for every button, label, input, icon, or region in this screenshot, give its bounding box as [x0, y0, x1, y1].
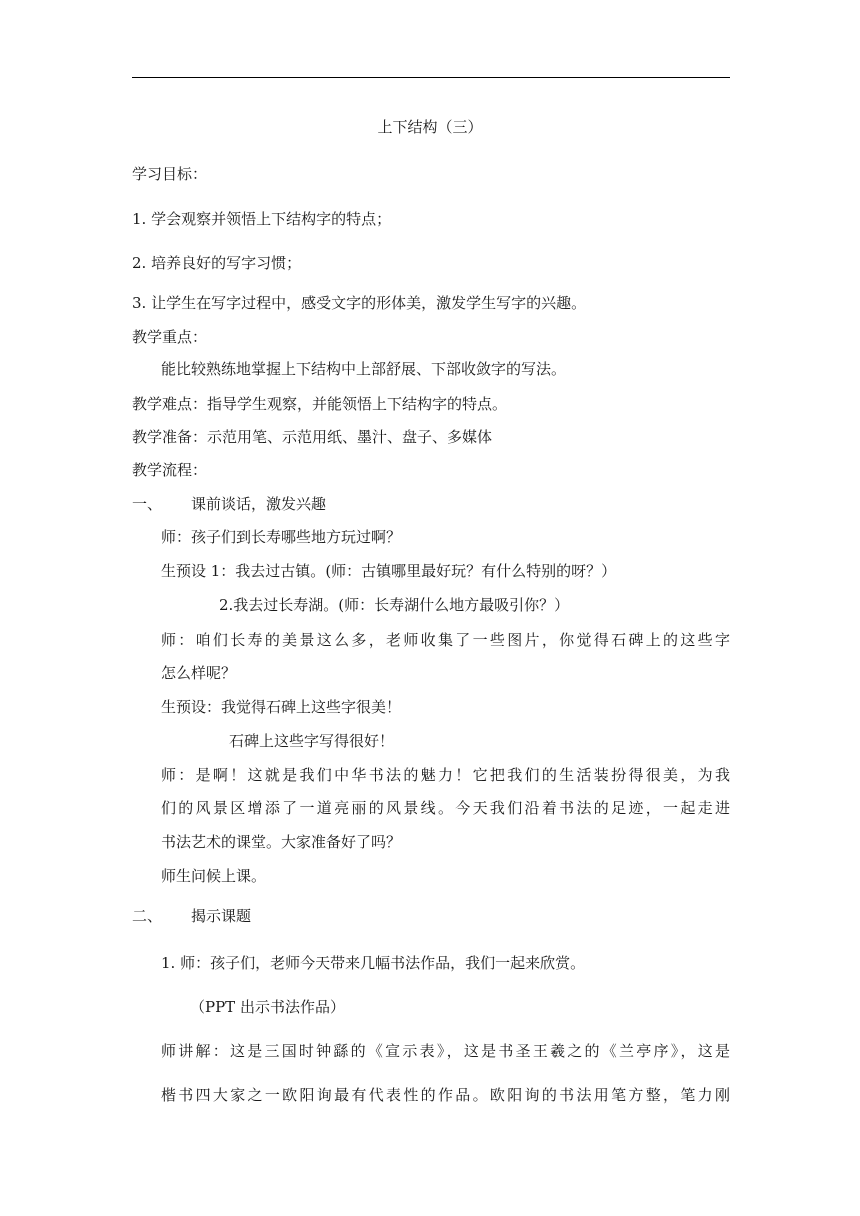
key-points-heading: 教学重点： [132, 328, 208, 346]
lesson-line: 1. 师：孩子们，老师今天带来几幅书法作品，我们一起来欣赏。 [161, 954, 586, 972]
lesson-line: 楷书四大家之一欧阳询最有代表性的作品。欧阳询的书法用笔方整，笔力刚 [161, 1086, 730, 1104]
section-number: 一、 [132, 495, 163, 513]
dialogue-line: 生预设：我觉得石碑上这些字很美！ [161, 698, 402, 716]
dialogue-line: 生预设 1：我去过古镇。(师：古镇哪里最好玩？有什么特别的呀？） [161, 562, 617, 580]
document-title: 上下结构（三） [377, 118, 483, 136]
section-title: 课前谈话，激发兴趣 [191, 495, 327, 513]
header-rule [132, 77, 730, 78]
process-heading: 教学流程： [132, 461, 208, 479]
difficulty-line: 教学难点：指导学生观察，并能领悟上下结构字的特点。 [132, 395, 508, 413]
objective-item: 2. 培养良好的写字习惯； [132, 254, 302, 272]
lesson-line: 师讲解：这是三国时钟繇的《宣示表》，这是书圣王羲之的《兰亭序》，这是 [161, 1042, 730, 1060]
objective-item: 3. 让学生在写字过程中，感受文字的形体美，激发学生写字的兴趣。 [132, 294, 587, 312]
dialogue-line: 书法艺术的课堂。大家准备好了吗？ [161, 833, 402, 851]
dialogue-line: 怎么样呢？ [161, 664, 237, 682]
dialogue-line: 师：是啊！这就是我们中华书法的魅力！它把我们的生活装扮得很美，为我 [161, 766, 730, 784]
dialogue-line: 师生问候上课。 [161, 867, 267, 885]
lesson-line: （PPT 出示书法作品） [190, 998, 345, 1016]
dialogue-line: 师：孩子们到长寿哪些地方玩过啊？ [161, 528, 402, 546]
dialogue-line: 师：咱们长寿的美景这么多，老师收集了一些图片，你觉得石碑上的这些字 [161, 631, 730, 649]
dialogue-line: 石碑上这些字写得很好！ [229, 732, 395, 750]
preparation-line: 教学准备：示范用笔、示范用纸、墨汁、盘子、多媒体 [132, 428, 493, 446]
dialogue-line: 2.我去过长寿湖。(师：长寿湖什么地方最吸引你？） [219, 596, 570, 614]
dialogue-line: 们的风景区增添了一道亮丽的风景线。今天我们沿着书法的足迹，一起走进 [161, 799, 730, 817]
objectives-heading: 学习目标： [132, 165, 208, 183]
section-number: 二、 [132, 907, 163, 925]
key-points-text: 能比较熟练地掌握上下结构中上部舒展、下部收敛字的写法。 [161, 360, 567, 378]
objective-item: 1. 学会观察并领悟上下结构字的特点； [132, 210, 392, 228]
section-title: 揭示课题 [191, 907, 252, 925]
